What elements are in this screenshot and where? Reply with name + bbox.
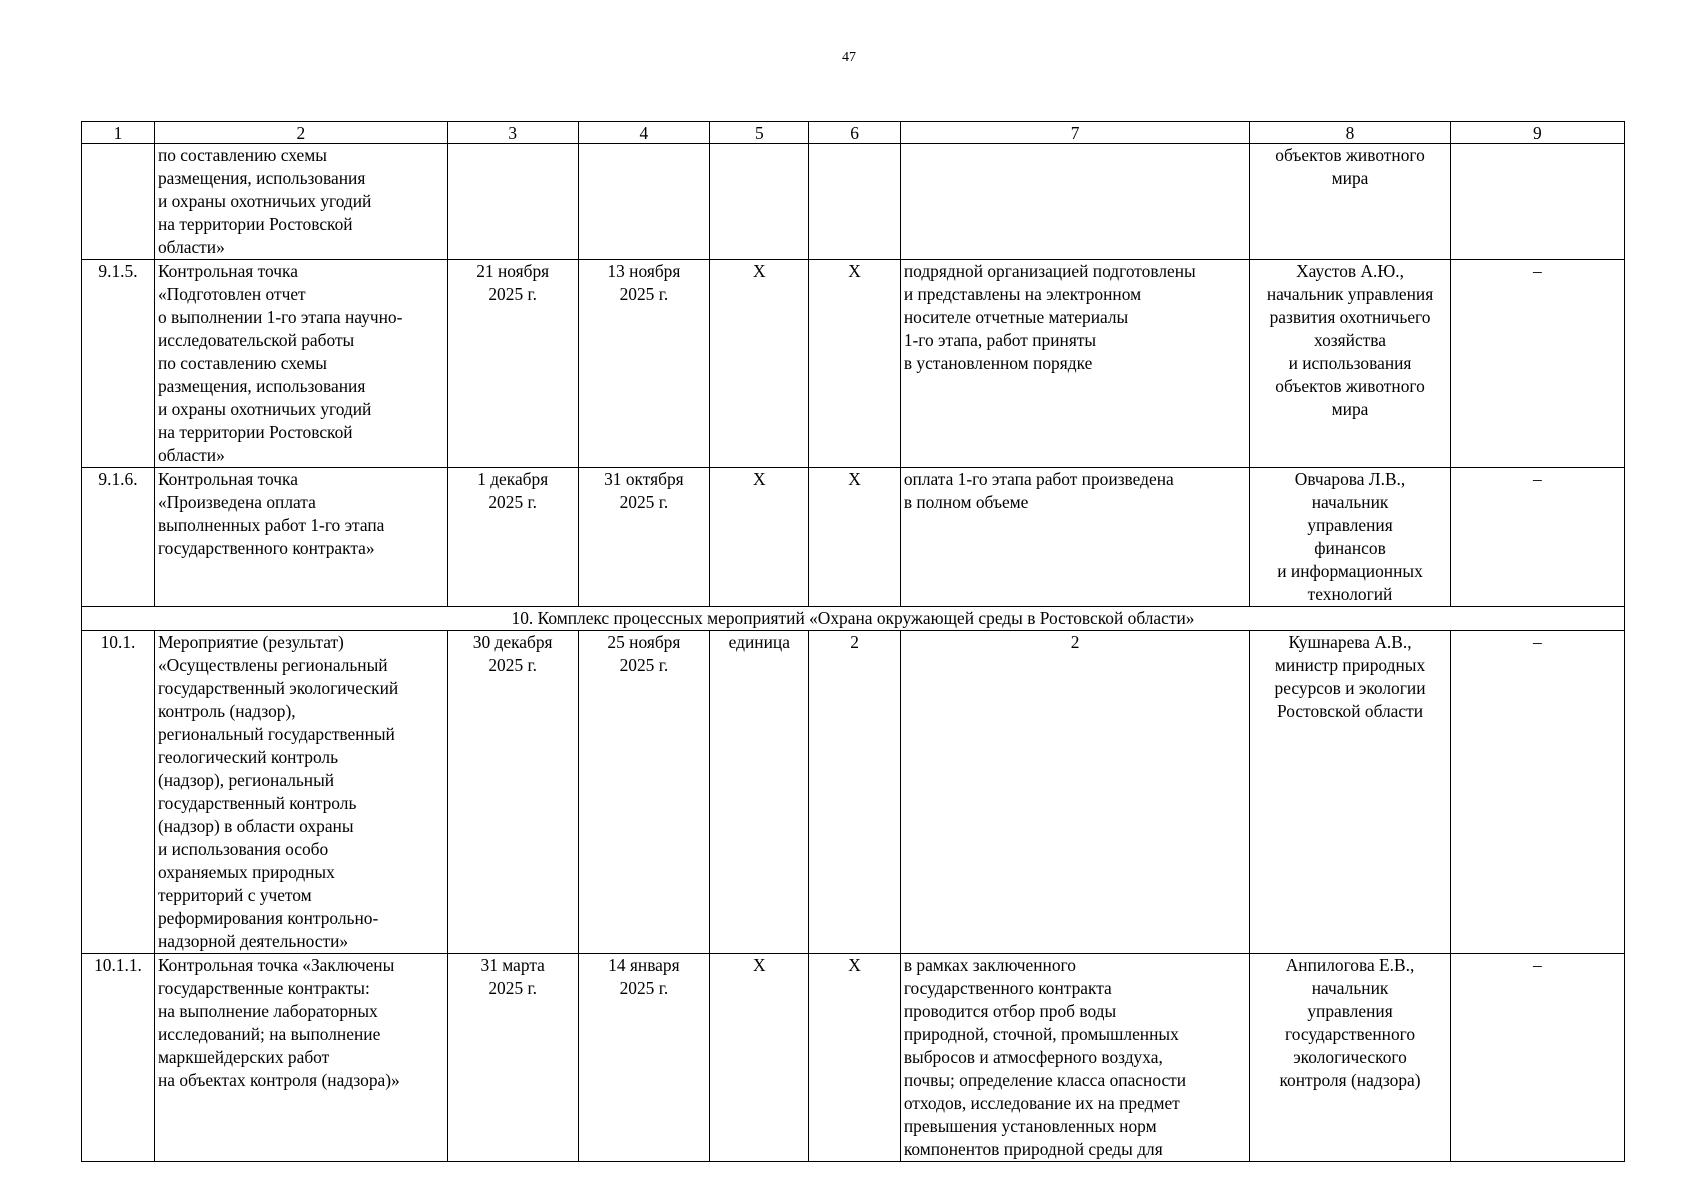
row-end-date: 13 ноября 2025 г. <box>578 260 710 468</box>
row-start-date: 1 декабря 2025 г. <box>447 468 578 607</box>
row-value: X <box>809 954 900 1162</box>
header-cell: 6 <box>809 122 900 144</box>
row-note: – <box>1450 468 1624 607</box>
row-name: Мероприятие (результат) «Осуществлены региональный государственный экологический контроль (надзор), региональный государственный геологический контроль (надзор), региональный государственный контроль (надзор) в области охраны и использования особо охраняемых природных территорий с учетом реформирования контрольно- надзорной деятельности» <box>154 631 447 954</box>
row-note: – <box>1450 631 1624 954</box>
row-note: – <box>1450 260 1624 468</box>
section-title: 10. Комплекс процессных мероприятий «Охрана окружающей среды в Ростовской области» <box>82 607 1625 631</box>
row-result <box>900 144 1250 260</box>
row-end-date: 31 октября 2025 г. <box>578 468 710 607</box>
header-row <box>82 122 1625 144</box>
row-number: 9.1.6. <box>82 468 155 607</box>
row-responsible: Овчарова Л.В., начальник управления финансов и информационных технологий <box>1250 468 1450 607</box>
row-end-date: 14 января 2025 г. <box>578 954 710 1162</box>
table-row <box>82 631 1625 954</box>
table-row <box>82 468 1625 607</box>
row-unit: X <box>710 468 809 607</box>
plan-table <box>81 121 1625 1162</box>
row-name: Контрольная точка «Произведена оплата выполненных работ 1-го этапа государственного контракта» <box>154 468 447 607</box>
row-result: подрядной организацией подготовлены и представлены на электронном носителе отчетные материалы 1-го этапа, работ приняты в установленном порядке <box>900 260 1250 468</box>
table-row <box>82 260 1625 468</box>
row-number: 9.1.5. <box>82 260 155 468</box>
row-start-date <box>447 144 578 260</box>
header-cell: 2 <box>154 122 447 144</box>
row-number <box>82 144 155 260</box>
row-responsible: объектов животного мира <box>1250 144 1450 260</box>
row-unit <box>710 144 809 260</box>
page-number: 47 <box>842 50 856 65</box>
row-start-date: 31 марта 2025 г. <box>447 954 578 1162</box>
row-end-date <box>578 144 710 260</box>
row-name: по составлению схемы размещения, использования и охраны охотничьих угодий на территории Ростовской области» <box>154 144 447 260</box>
row-value: X <box>809 468 900 607</box>
header-cell: 1 <box>82 122 155 144</box>
row-result: оплата 1-го этапа работ произведена в полном объеме <box>900 468 1250 607</box>
row-result: в рамках заключенного государственного контракта проводится отбор проб воды природной, сточной, промышленных выбросов и атмосферного воздуха, почвы; определение класса опасности отходов, исследование их на предмет превышения установленных норм компонентов природной среды для <box>900 954 1250 1162</box>
row-start-date: 30 декабря 2025 г. <box>447 631 578 954</box>
header-cell: 7 <box>900 122 1250 144</box>
header-cell: 4 <box>578 122 710 144</box>
row-number: 10.1.1. <box>82 954 155 1162</box>
row-unit: X <box>710 260 809 468</box>
row-start-date: 21 ноября 2025 г. <box>447 260 578 468</box>
table-row <box>82 954 1625 1162</box>
row-value <box>809 144 900 260</box>
section-row <box>82 607 1625 631</box>
table-row <box>82 144 1625 260</box>
header-cell: 8 <box>1250 122 1450 144</box>
row-responsible: Хаустов А.Ю., начальник управления развития охотничьего хозяйства и использования объектов животного мира <box>1250 260 1450 468</box>
header-cell: 9 <box>1450 122 1624 144</box>
row-responsible: Анпилогова Е.В., начальник управления государственного экологического контроля (надзора) <box>1250 954 1450 1162</box>
row-unit: X <box>710 954 809 1162</box>
row-number: 10.1. <box>82 631 155 954</box>
row-value: X <box>809 260 900 468</box>
row-result: 2 <box>900 631 1250 954</box>
row-name: Контрольная точка «Заключены государственные контракты: на выполнение лабораторных исследований; на выполнение маркшейдерских работ на объектах контроля (надзора)» <box>154 954 447 1162</box>
row-note: – <box>1450 954 1624 1162</box>
row-note <box>1450 144 1624 260</box>
row-unit: единица <box>710 631 809 954</box>
header-cell: 3 <box>447 122 578 144</box>
row-name: Контрольная точка «Подготовлен отчет о выполнении 1-го этапа научно- исследовательской работы по составлению схемы размещения, использования и охраны охотничьих угодий на территории Ростовской области» <box>154 260 447 468</box>
row-end-date: 25 ноября 2025 г. <box>578 631 710 954</box>
row-responsible: Кушнарева А.В., министр природных ресурсов и экологии Ростовской области <box>1250 631 1450 954</box>
row-value: 2 <box>809 631 900 954</box>
header-cell: 5 <box>710 122 809 144</box>
